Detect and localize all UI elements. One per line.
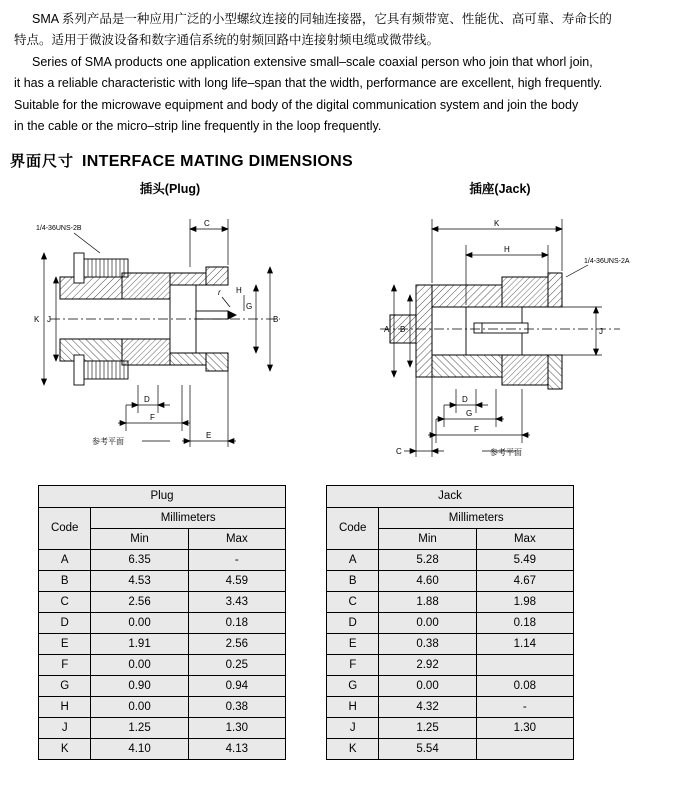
jack-code-header: Code: [327, 508, 379, 550]
svg-text:D: D: [462, 395, 468, 405]
svg-text:J: J: [47, 315, 51, 325]
cell-code: D: [39, 613, 91, 634]
cell-min: 1.25: [379, 718, 476, 739]
cell-code: K: [327, 739, 379, 760]
cell-min: 0.00: [91, 613, 188, 634]
cell-max: 5.49: [476, 550, 573, 571]
cell-min: 0.00: [91, 655, 188, 676]
cell-max: 2.56: [188, 634, 285, 655]
svg-text:B: B: [400, 325, 406, 335]
table-row: [327, 655, 574, 676]
svg-text:B: B: [273, 315, 279, 325]
intro-text-block: [0, 0, 700, 136]
svg-text:F: F: [474, 425, 479, 435]
cell-min: 0.00: [379, 613, 476, 634]
cell-max: 1.98: [476, 592, 573, 613]
svg-text:J: J: [599, 327, 603, 337]
jack-min-header: Min: [379, 529, 476, 550]
cell-min: 0.90: [91, 676, 188, 697]
table-row: [327, 550, 574, 571]
cell-code: G: [39, 676, 91, 697]
cell-max: 1.30: [188, 718, 285, 739]
table-row: [39, 634, 286, 655]
cell-code: H: [327, 697, 379, 718]
plug-thread-label: 1/4-36UNS-2B: [36, 225, 82, 233]
svg-text:H: H: [236, 286, 242, 296]
jack-dimensions-table: [326, 485, 574, 760]
cell-code: A: [39, 550, 91, 571]
cell-max: 0.38: [188, 697, 285, 718]
cell-min: 5.54: [379, 739, 476, 760]
cell-code: J: [327, 718, 379, 739]
intro-en-line-4: in the cable or the micro–strip line frequently in the loop frequently.: [14, 118, 382, 133]
cell-max: 4.59: [188, 571, 285, 592]
cell-max: -: [476, 697, 573, 718]
cell-code: E: [39, 634, 91, 655]
table-row: [39, 697, 286, 718]
intro-cn-line-1: SMA 系列产品是一种应用广泛的小型螺纹连接的同轴连接器，它具有频带宽、性能优、高可靠、寿命长的: [32, 12, 612, 26]
cell-max: [476, 739, 573, 760]
table-row: [327, 613, 574, 634]
table-row: [39, 739, 286, 760]
svg-text:E: E: [206, 431, 212, 441]
table-row: [327, 739, 574, 760]
svg-text:D: D: [144, 395, 150, 405]
cell-min: 4.32: [379, 697, 476, 718]
svg-text:A: A: [384, 325, 390, 335]
table-row: [39, 655, 286, 676]
cell-max: 4.67: [476, 571, 573, 592]
cell-min: 0.38: [379, 634, 476, 655]
cell-min: 5.28: [379, 550, 476, 571]
cell-min: 1.25: [91, 718, 188, 739]
table-row: [39, 550, 286, 571]
table-row: [327, 592, 574, 613]
cell-min: 4.53: [91, 571, 188, 592]
plug-unit-header: Millimeters: [91, 508, 286, 529]
plug-dimensions-table: [38, 485, 286, 760]
cell-max: 0.18: [476, 613, 573, 634]
plug-code-header: Code: [39, 508, 91, 550]
cell-max: -: [188, 550, 285, 571]
svg-text:C: C: [204, 219, 210, 229]
cell-code: B: [327, 571, 379, 592]
table-row: [327, 571, 574, 592]
jack-cross-section-drawing: [370, 199, 670, 469]
cell-code: F: [39, 655, 91, 676]
cell-min: 4.10: [91, 739, 188, 760]
svg-text:K: K: [494, 219, 500, 229]
cell-min: 1.91: [91, 634, 188, 655]
plug-min-header: Min: [91, 529, 188, 550]
cell-max: [476, 655, 573, 676]
drawings-area: [0, 179, 700, 479]
jack-table-title: Jack: [327, 486, 574, 508]
svg-text:H: H: [504, 245, 510, 255]
plug-drawing-caption: 插头(Plug): [139, 182, 201, 197]
svg-text:G: G: [246, 302, 253, 312]
cell-min: 0.00: [91, 697, 188, 718]
cell-min: 2.56: [91, 592, 188, 613]
section-heading: [10, 150, 700, 171]
cell-max: 0.18: [188, 613, 285, 634]
svg-text:F: F: [150, 413, 155, 423]
cell-min: 0.00: [379, 676, 476, 697]
cell-code: C: [327, 592, 379, 613]
cell-max: 0.25: [188, 655, 285, 676]
jack-ref-plane-label: 参考平面: [490, 448, 522, 458]
intro-en-line-2: it has a reliable characteristic with long life–span that the width, performance are excellent, high frequently.: [14, 76, 603, 91]
plug-table-title: Plug: [39, 486, 286, 508]
cell-min: 6.35: [91, 550, 188, 571]
cell-code: A: [327, 550, 379, 571]
cell-max: 3.43: [188, 592, 285, 613]
table-row: [327, 676, 574, 697]
cell-code: E: [327, 634, 379, 655]
intro-cn-line-2: 特点。适用于微波设备和数字通信系统的射频回路中连接射频电缆或微带线。: [14, 33, 440, 48]
table-row: [327, 634, 574, 655]
table-row: [39, 718, 286, 739]
cell-max: 1.14: [476, 634, 573, 655]
svg-text:r: r: [218, 288, 221, 298]
table-row: [39, 592, 286, 613]
cell-min: 1.88: [379, 592, 476, 613]
svg-text:G: G: [466, 409, 473, 419]
cell-code: K: [39, 739, 91, 760]
cell-max: 4.13: [188, 739, 285, 760]
section-heading-en: INTERFACE MATING DIMENSIONS: [82, 153, 353, 171]
jack-drawing-caption: 插座(Jack): [469, 182, 531, 197]
cell-min: 4.60: [379, 571, 476, 592]
intro-en-line-3: Suitable for the microwave equipment and body of the digital communication system and join the body: [14, 97, 579, 112]
cell-max: 1.30: [476, 718, 573, 739]
cell-min: 2.92: [379, 655, 476, 676]
cell-code: J: [39, 718, 91, 739]
intro-en-line-1: Series of SMA products one application extensive small–scale coaxial person who join that whorl join,: [32, 54, 593, 69]
jack-unit-header: Millimeters: [379, 508, 574, 529]
cell-code: B: [39, 571, 91, 592]
table-row: [327, 697, 574, 718]
dimension-tables: [0, 485, 700, 760]
svg-text:C: C: [396, 447, 402, 457]
cell-max: 0.08: [476, 676, 573, 697]
section-heading-cn: 界面尺寸: [10, 153, 75, 171]
svg-text:K: K: [34, 315, 40, 325]
plug-cross-section-drawing: [30, 199, 330, 469]
plug-ref-plane-label: 参考平面: [92, 437, 124, 447]
table-row: [39, 571, 286, 592]
jack-thread-label: 1/4-36UNS-2A: [584, 258, 630, 266]
table-row: [39, 676, 286, 697]
cell-code: H: [39, 697, 91, 718]
cell-code: C: [39, 592, 91, 613]
table-row: [327, 718, 574, 739]
jack-max-header: Max: [476, 529, 573, 550]
table-row: [39, 613, 286, 634]
cell-code: F: [327, 655, 379, 676]
cell-code: D: [327, 613, 379, 634]
cell-max: 0.94: [188, 676, 285, 697]
plug-max-header: Max: [188, 529, 285, 550]
cell-code: G: [327, 676, 379, 697]
